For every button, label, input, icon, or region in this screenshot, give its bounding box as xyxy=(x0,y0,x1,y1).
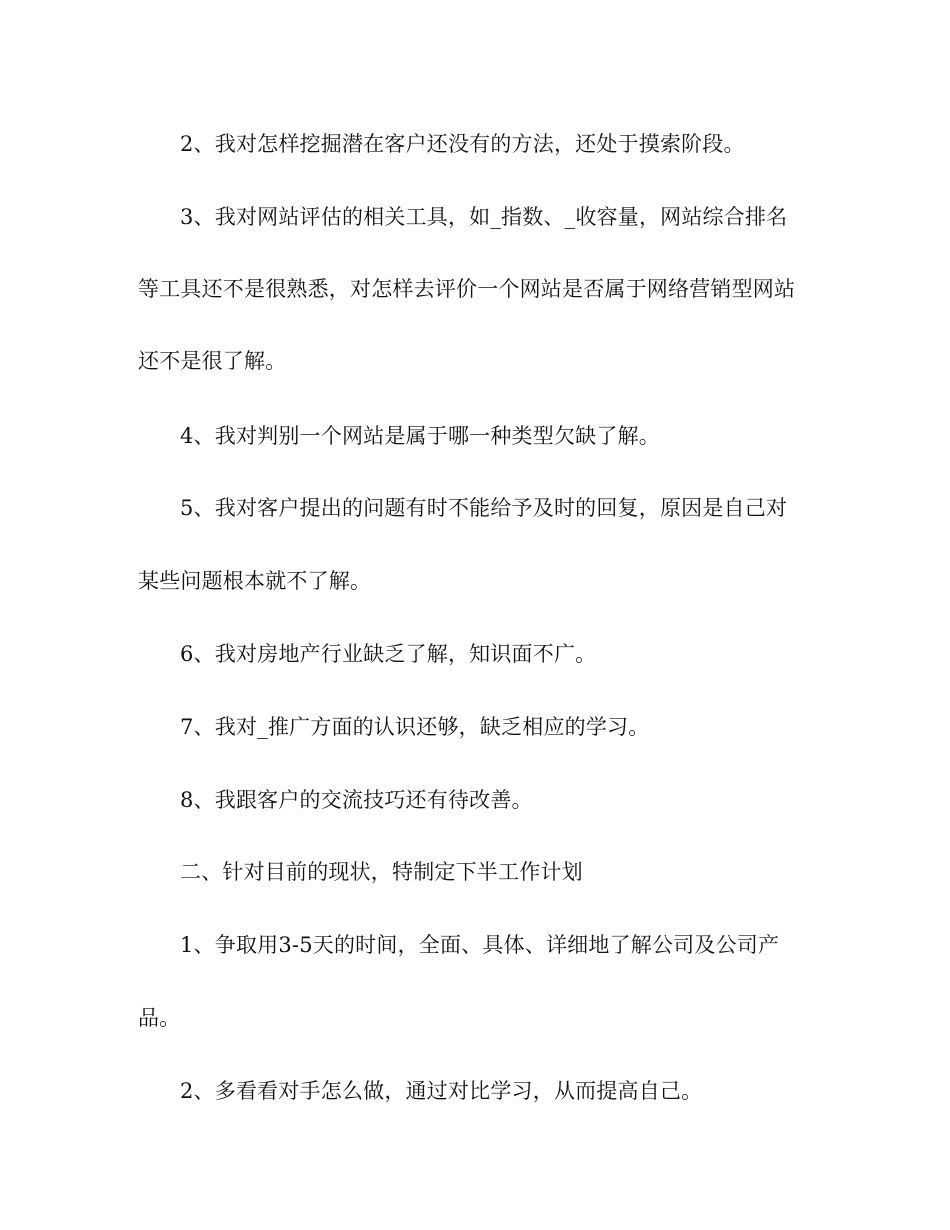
paragraph-line: 6、我对房地产行业缺乏了解，知识面不广。 xyxy=(180,642,597,666)
paragraph-line: 2、我对怎样挖掘潜在客户还没有的方法，还处于摸索阶段。 xyxy=(180,132,745,156)
paragraph-line: 等工具还不是很熟悉，对怎样去评价一个网站是否属于网络营销型网站 xyxy=(138,277,796,301)
paragraph-line: 品。 xyxy=(138,1006,181,1030)
paragraph-line: 8、我跟客户的交流技巧还有待改善。 xyxy=(180,788,533,812)
paragraph-line: 5、我对客户提出的问题有时不能给予及时的回复，原因是自己对 xyxy=(180,496,788,520)
paragraph-line: 1、争取用3-5天的时间，全面、具体、详细地了解公司及公司产 xyxy=(180,933,780,957)
paragraph-line: 7、我对_推广方面的认识还够，缺乏相应的学习。 xyxy=(180,715,650,739)
paragraph-line: 还不是很了解。 xyxy=(138,349,287,373)
paragraph-line: 3、我对网站评估的相关工具，如_指数、_收容量，网站综合排名 xyxy=(180,205,788,229)
paragraph-line: 2、多看看对手怎么做，通过对比学习，从而提高自己。 xyxy=(180,1079,703,1103)
paragraph-line: 4、我对判别一个网站是属于哪一种类型欠缺了解。 xyxy=(180,424,660,448)
section-heading: 二、针对目前的现状，特制定下半工作计划 xyxy=(180,860,583,884)
paragraph-line: 某些问题根本就不了解。 xyxy=(138,569,372,593)
